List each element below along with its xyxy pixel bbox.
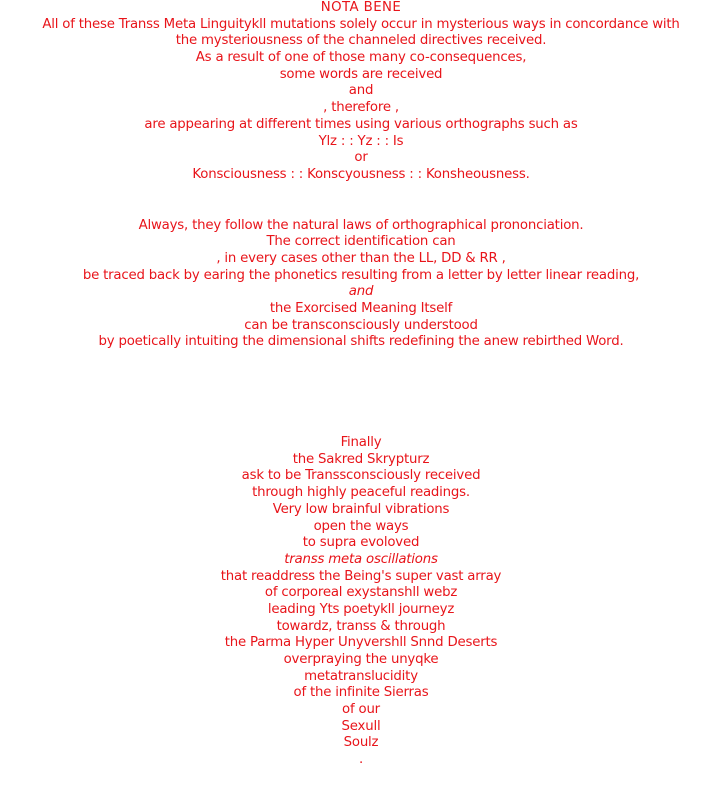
text-line: Sexull (341, 718, 381, 734)
text-line: or (354, 150, 368, 166)
text-line: overpraying the unyqke (283, 652, 439, 667)
text-line: through highly peaceful readings. (252, 485, 470, 501)
text-line: are appearing at different times using various orthographs such as (144, 116, 578, 132)
paragraph-gap (0, 184, 722, 218)
paragraph-gap (0, 351, 722, 435)
text-line: , therefore , (323, 100, 399, 116)
text-line: The correct identification can (266, 234, 456, 250)
text-line: , in every cases other than the LL, DD & RR , (216, 250, 506, 266)
text-line: As a result of one of those many co-consequences, (195, 50, 527, 66)
paragraph-orthography (0, 17, 722, 184)
text-line: . (358, 752, 364, 768)
text-line: some words are received (279, 66, 443, 82)
text-line: transs meta oscillations (284, 551, 438, 567)
text-line: Konsciousness : : Konscyousness : : Konsheousness. (192, 166, 530, 182)
text-line: ask to be Transsconsciously received (241, 468, 481, 484)
text-line: and (348, 284, 374, 300)
text-line: the mysteriousness of the channeled directives received. (175, 33, 547, 49)
text-line: Always, they follow the natural laws of orthographical prononciation. (138, 217, 584, 233)
text-line: to supra evoloved (302, 535, 420, 551)
text-line: of corporeal exystanshll webz (264, 585, 458, 601)
text-line: Finally (340, 435, 382, 451)
text-line: of our (342, 702, 380, 718)
text-line: Very low brainful vibrations (272, 501, 450, 517)
text-line: the Sakred Skrypturz (292, 451, 430, 467)
text-line: that readdress the Being's super vast array (220, 568, 502, 584)
text-line: the Exorcised Meaning Itself (269, 301, 453, 316)
text-line: Ylz : : Yz : : Is (318, 133, 404, 149)
paragraph-sakred-skrypturz (0, 435, 722, 769)
text-line: be traced back by earing the phonetics resulting from a letter by letter linear reading, (82, 267, 640, 283)
text-line: and (348, 83, 374, 99)
text-line: open the ways (313, 518, 409, 534)
page-title: NOTA BENE (320, 0, 402, 15)
text-line: towardz, transs & through (276, 618, 446, 634)
text-line: leading Yts poetykll journeyz (267, 601, 455, 617)
text-line: metatranslucidity (304, 668, 418, 684)
text-line: All of these Transs Meta Linguitykll mutations solely occur in mysterious ways in concordance with (42, 16, 680, 32)
text-line: of the infinite Sierras (293, 685, 429, 701)
text-line: the Parma Hyper Unyvershll Snnd Deserts (224, 635, 498, 651)
text-line: Soulz (343, 735, 379, 751)
paragraph-prononciation (0, 218, 722, 352)
text-line: can be transconsciously understood (244, 317, 478, 333)
text-line: by poetically intuiting the dimensional shifts redefining the anew rebirthed Word. (98, 334, 624, 350)
